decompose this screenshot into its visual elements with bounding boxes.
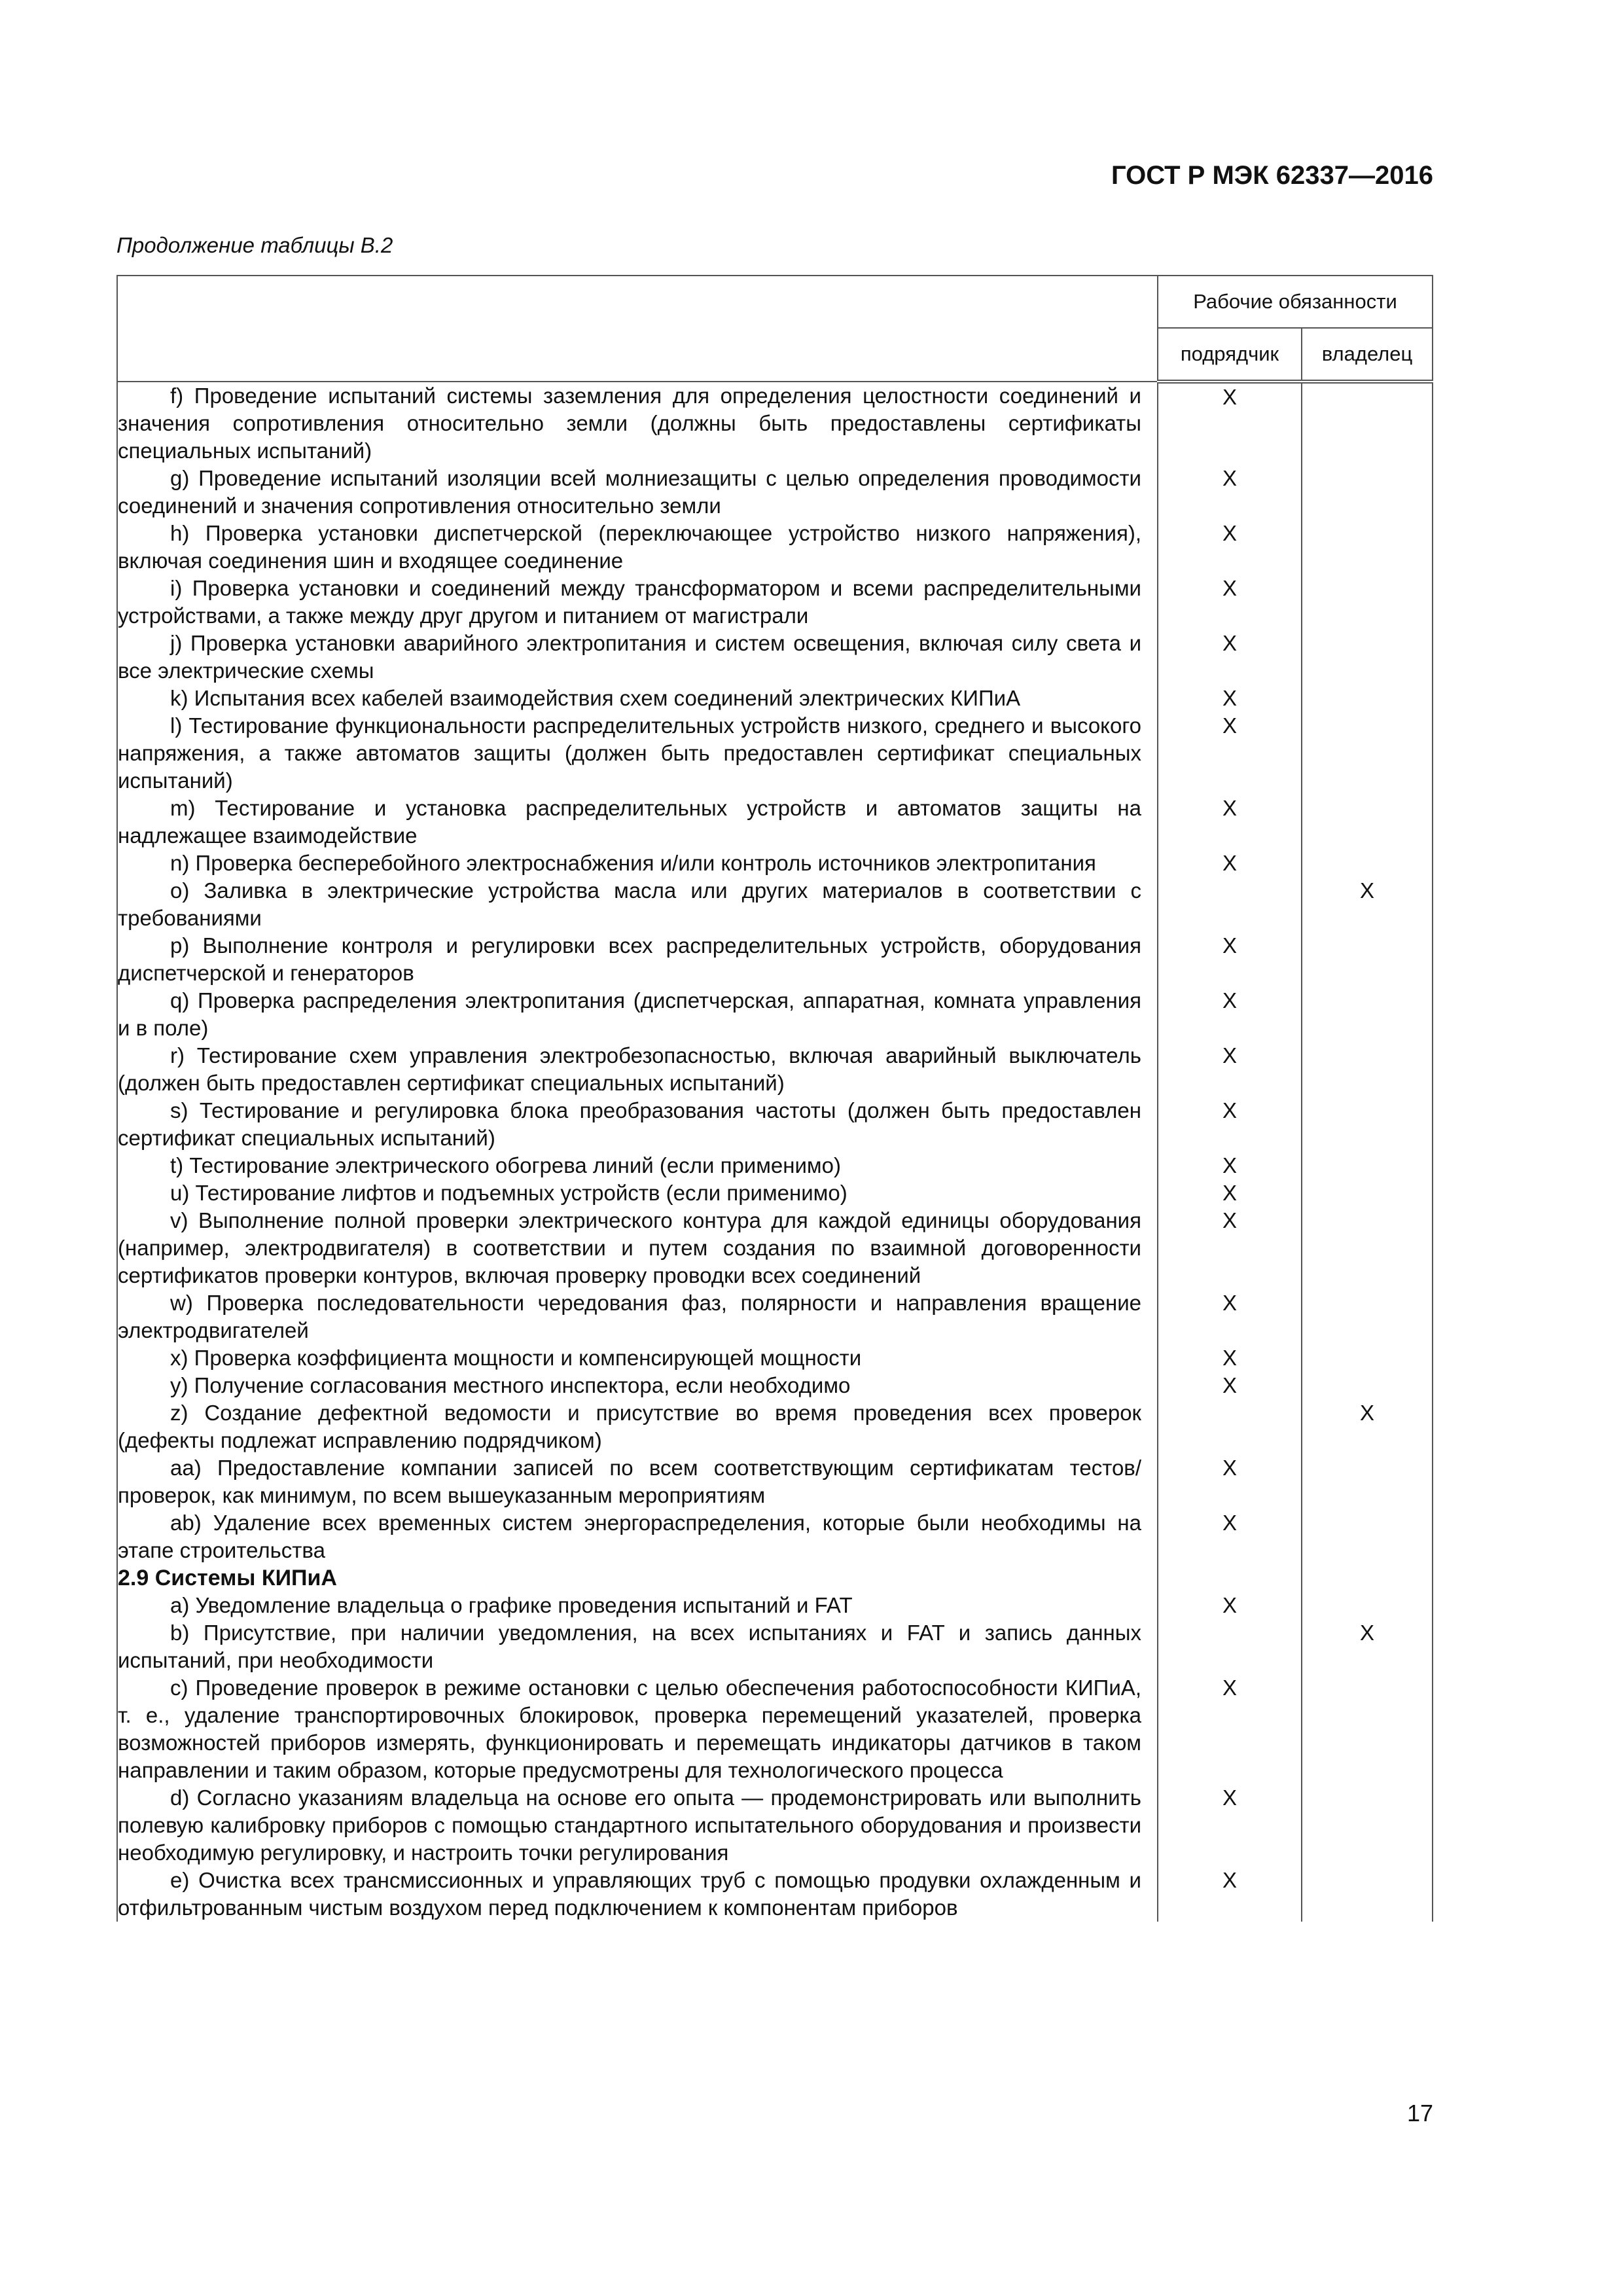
table-row	[117, 1207, 1433, 1289]
row-owner-mark	[1302, 1867, 1433, 1922]
row-text: h) Проверка установки диспетчерской (переключающее устройство низкого напряжения), включая соединения шин и входящее соединение	[117, 520, 1158, 575]
row-owner-mark	[1302, 932, 1433, 987]
row-text: aa) Предоставление компании записей по всем соответствующим сертификатам тестов/проверок, как минимум, по всем вышеуказанным мероприятиям	[117, 1454, 1158, 1509]
row-owner-mark: X	[1302, 1619, 1433, 1674]
row-text: i) Проверка установки и соединений между трансформатором и всеми распределительными устройствами, а также между друг другом и питанием от магистрали	[117, 575, 1158, 630]
header-owner: владелец	[1302, 328, 1433, 382]
row-owner-mark	[1302, 1454, 1433, 1509]
header-responsibilities: Рабочие обязанности	[1158, 276, 1433, 328]
table-row	[117, 1619, 1433, 1674]
header-contractor: подрядчик	[1158, 328, 1302, 382]
row-contractor-mark: X	[1158, 1097, 1302, 1152]
table-row	[117, 575, 1433, 630]
row-text: w) Проверка последовательности чередования фаз, полярности и направления вращение электродвигателей	[117, 1289, 1158, 1344]
row-text: t) Тестирование электрического обогрева линий (если применимо)	[117, 1152, 1158, 1179]
row-owner-mark	[1302, 465, 1433, 520]
row-owner-mark	[1302, 630, 1433, 685]
row-contractor-mark: X	[1158, 1042, 1302, 1097]
row-owner-mark	[1302, 1372, 1433, 1399]
table-row	[117, 1344, 1433, 1372]
row-contractor-mark: X	[1158, 1784, 1302, 1867]
row-contractor-mark: X	[1158, 630, 1302, 685]
section-title: 2.9 Системы КИПиА	[117, 1564, 1158, 1592]
row-owner-mark	[1302, 850, 1433, 877]
row-contractor-mark: X	[1158, 685, 1302, 712]
header-blank-cell	[117, 276, 1158, 382]
row-contractor-mark	[1158, 1619, 1302, 1674]
row-owner-mark	[1302, 382, 1433, 465]
row-owner-mark	[1302, 1509, 1433, 1564]
table-row	[117, 850, 1433, 877]
section-owner-cell	[1302, 1564, 1433, 1592]
row-owner-mark	[1302, 1179, 1433, 1207]
table-row	[117, 987, 1433, 1042]
row-contractor-mark: X	[1158, 1454, 1302, 1509]
row-contractor-mark: X	[1158, 1207, 1302, 1289]
standard-designation: ГОСТ Р МЭК 62337—2016	[1111, 161, 1433, 190]
row-contractor-mark: X	[1158, 987, 1302, 1042]
row-contractor-mark: X	[1158, 1674, 1302, 1784]
row-contractor-mark: X	[1158, 1179, 1302, 1207]
table-row	[117, 1509, 1433, 1564]
row-contractor-mark: X	[1158, 1289, 1302, 1344]
row-text: e) Очистка всех трансмиссионных и управляющих труб с помощью продувки охлажденным и отфильтрованным чистым воздухом перед подключением к компонентам приборов	[117, 1867, 1158, 1922]
row-owner-mark	[1302, 1042, 1433, 1097]
row-contractor-mark: X	[1158, 520, 1302, 575]
row-owner-mark	[1302, 1152, 1433, 1179]
row-contractor-mark: X	[1158, 1344, 1302, 1372]
row-text: v) Выполнение полной проверки электрического контура для каждой единицы оборудования (например, электродвигателя) в соответствии и путем создания по взаимной договоренности сертификатов проверки контуров, включая проверку проводки всех соединений	[117, 1207, 1158, 1289]
row-contractor-mark	[1158, 1399, 1302, 1454]
row-owner-mark	[1302, 1207, 1433, 1289]
row-owner-mark: X	[1302, 877, 1433, 932]
table-row	[117, 1042, 1433, 1097]
row-text: k) Испытания всех кабелей взаимодействия схем соединений электрических КИПиА	[117, 685, 1158, 712]
row-owner-mark: X	[1302, 1399, 1433, 1454]
table-row	[117, 1592, 1433, 1619]
table-continuation-caption: Продолжение таблицы В.2	[116, 233, 393, 257]
instrumentation-rows	[117, 1592, 1433, 1922]
table-row	[117, 1454, 1433, 1509]
row-owner-mark	[1302, 520, 1433, 575]
row-text: r) Тестирование схем управления электробезопасностью, включая аварийный выключатель (должен быть предоставлен сертификат специальных испытаний)	[117, 1042, 1158, 1097]
row-text: y) Получение согласования местного инспектора, если необходимо	[117, 1372, 1158, 1399]
table-row	[117, 877, 1433, 932]
row-text: b) Присутствие, при наличии уведомления, на всех испытаниях и FAT и запись данных испытаний, при необходимости	[117, 1619, 1158, 1674]
table-row	[117, 1867, 1433, 1922]
row-text: f) Проведение испытаний системы заземления для определения целостности соединений и значения сопротивления относительно земли (должны быть предоставлены сертификаты специальных испытаний)	[117, 382, 1158, 465]
row-contractor-mark: X	[1158, 712, 1302, 795]
row-text: o) Заливка в электрические устройства масла или других материалов в соответствии с требованиями	[117, 877, 1158, 932]
row-text: j) Проверка установки аварийного электропитания и систем освещения, включая силу света и все электрические схемы	[117, 630, 1158, 685]
row-contractor-mark: X	[1158, 932, 1302, 987]
row-text: n) Проверка бесперебойного электроснабжения и/или контроль источников электропитания	[117, 850, 1158, 877]
table-row	[117, 1152, 1433, 1179]
table-row	[117, 1289, 1433, 1344]
row-owner-mark	[1302, 685, 1433, 712]
row-text: a) Уведомление владельца о графике проведения испытаний и FAT	[117, 1592, 1158, 1619]
row-owner-mark	[1302, 1344, 1433, 1372]
row-text: p) Выполнение контроля и регулировки всех распределительных устройств, оборудования диспетчерской и генераторов	[117, 932, 1158, 987]
row-owner-mark	[1302, 1784, 1433, 1867]
row-text: z) Создание дефектной ведомости и присутствие во время проведения всех проверок (дефекты подлежат исправлению подрядчиком)	[117, 1399, 1158, 1454]
table-row	[117, 1179, 1433, 1207]
row-text: d) Согласно указаниям владельца на основе его опыта — продемонстрировать или выполнить полевую калибровку приборов с помощью стандартного испытательного оборудования и произвести необходимую регулировку, и настроить точки регулирования	[117, 1784, 1158, 1867]
row-owner-mark	[1302, 1097, 1433, 1152]
row-text: ab) Удаление всех временных систем энергораспределения, которые были необходимы на этапе строительства	[117, 1509, 1158, 1564]
table-row	[117, 630, 1433, 685]
row-contractor-mark: X	[1158, 1152, 1302, 1179]
row-text: g) Проведение испытаний изоляции всей молниезащиты с целью определения проводимости соединений и значения сопротивления относительно земли	[117, 465, 1158, 520]
row-text: c) Проведение проверок в режиме остановки с целью обеспечения работоспособности КИПиА, т. е., удаление транспортировочных блокировок, проверка перемещений указателей, проверка возможностей приборов измерять, функционировать и перемещать индикаторы датчиков в таком направлении и таким образом, которые предусмотрены для технологического процесса	[117, 1674, 1158, 1784]
row-text: x) Проверка коэффициента мощности и компенсирующей мощности	[117, 1344, 1158, 1372]
table-row	[117, 712, 1433, 795]
table-row	[117, 520, 1433, 575]
row-owner-mark	[1302, 795, 1433, 850]
section-contractor-cell	[1158, 1564, 1302, 1592]
table-row	[117, 1784, 1433, 1867]
responsibilities-table	[116, 275, 1433, 1922]
table-row	[117, 685, 1433, 712]
section-heading-body	[117, 1564, 1433, 1592]
row-owner-mark	[1302, 987, 1433, 1042]
row-contractor-mark: X	[1158, 850, 1302, 877]
table-row	[117, 465, 1433, 520]
row-contractor-mark: X	[1158, 575, 1302, 630]
row-owner-mark	[1302, 1592, 1433, 1619]
row-owner-mark	[1302, 1674, 1433, 1784]
row-text: q) Проверка распределения электропитания (диспетчерская, аппаратная, комната управления и в поле)	[117, 987, 1158, 1042]
row-contractor-mark: X	[1158, 1867, 1302, 1922]
row-contractor-mark: X	[1158, 795, 1302, 850]
row-text: m) Тестирование и установка распределительных устройств и автоматов защиты на надлежащее взаимодействие	[117, 795, 1158, 850]
row-owner-mark	[1302, 1289, 1433, 1344]
row-text: u) Тестирование лифтов и подъемных устройств (если применимо)	[117, 1179, 1158, 1207]
row-text: s) Тестирование и регулировка блока преобразования частоты (должен быть предоставлен сертификат специальных испытаний)	[117, 1097, 1158, 1152]
row-contractor-mark: X	[1158, 1509, 1302, 1564]
row-contractor-mark: X	[1158, 1592, 1302, 1619]
row-text: l) Тестирование функциональности распределительных устройств низкого, среднего и высокого напряжения, а также автоматов защиты (должен быть предоставлен сертификат специальных испытаний)	[117, 712, 1158, 795]
row-contractor-mark: X	[1158, 465, 1302, 520]
row-contractor-mark: X	[1158, 382, 1302, 465]
electrical-rows	[117, 382, 1433, 1564]
table-row	[117, 1372, 1433, 1399]
table-row	[117, 1674, 1433, 1784]
table-row	[117, 795, 1433, 850]
page-number: 17	[1406, 2100, 1433, 2126]
row-contractor-mark	[1158, 877, 1302, 932]
table-row	[117, 382, 1433, 465]
row-owner-mark	[1302, 712, 1433, 795]
row-owner-mark	[1302, 575, 1433, 630]
table-row	[117, 932, 1433, 987]
row-contractor-mark: X	[1158, 1372, 1302, 1399]
table-row	[117, 1097, 1433, 1152]
table-row	[117, 1399, 1433, 1454]
